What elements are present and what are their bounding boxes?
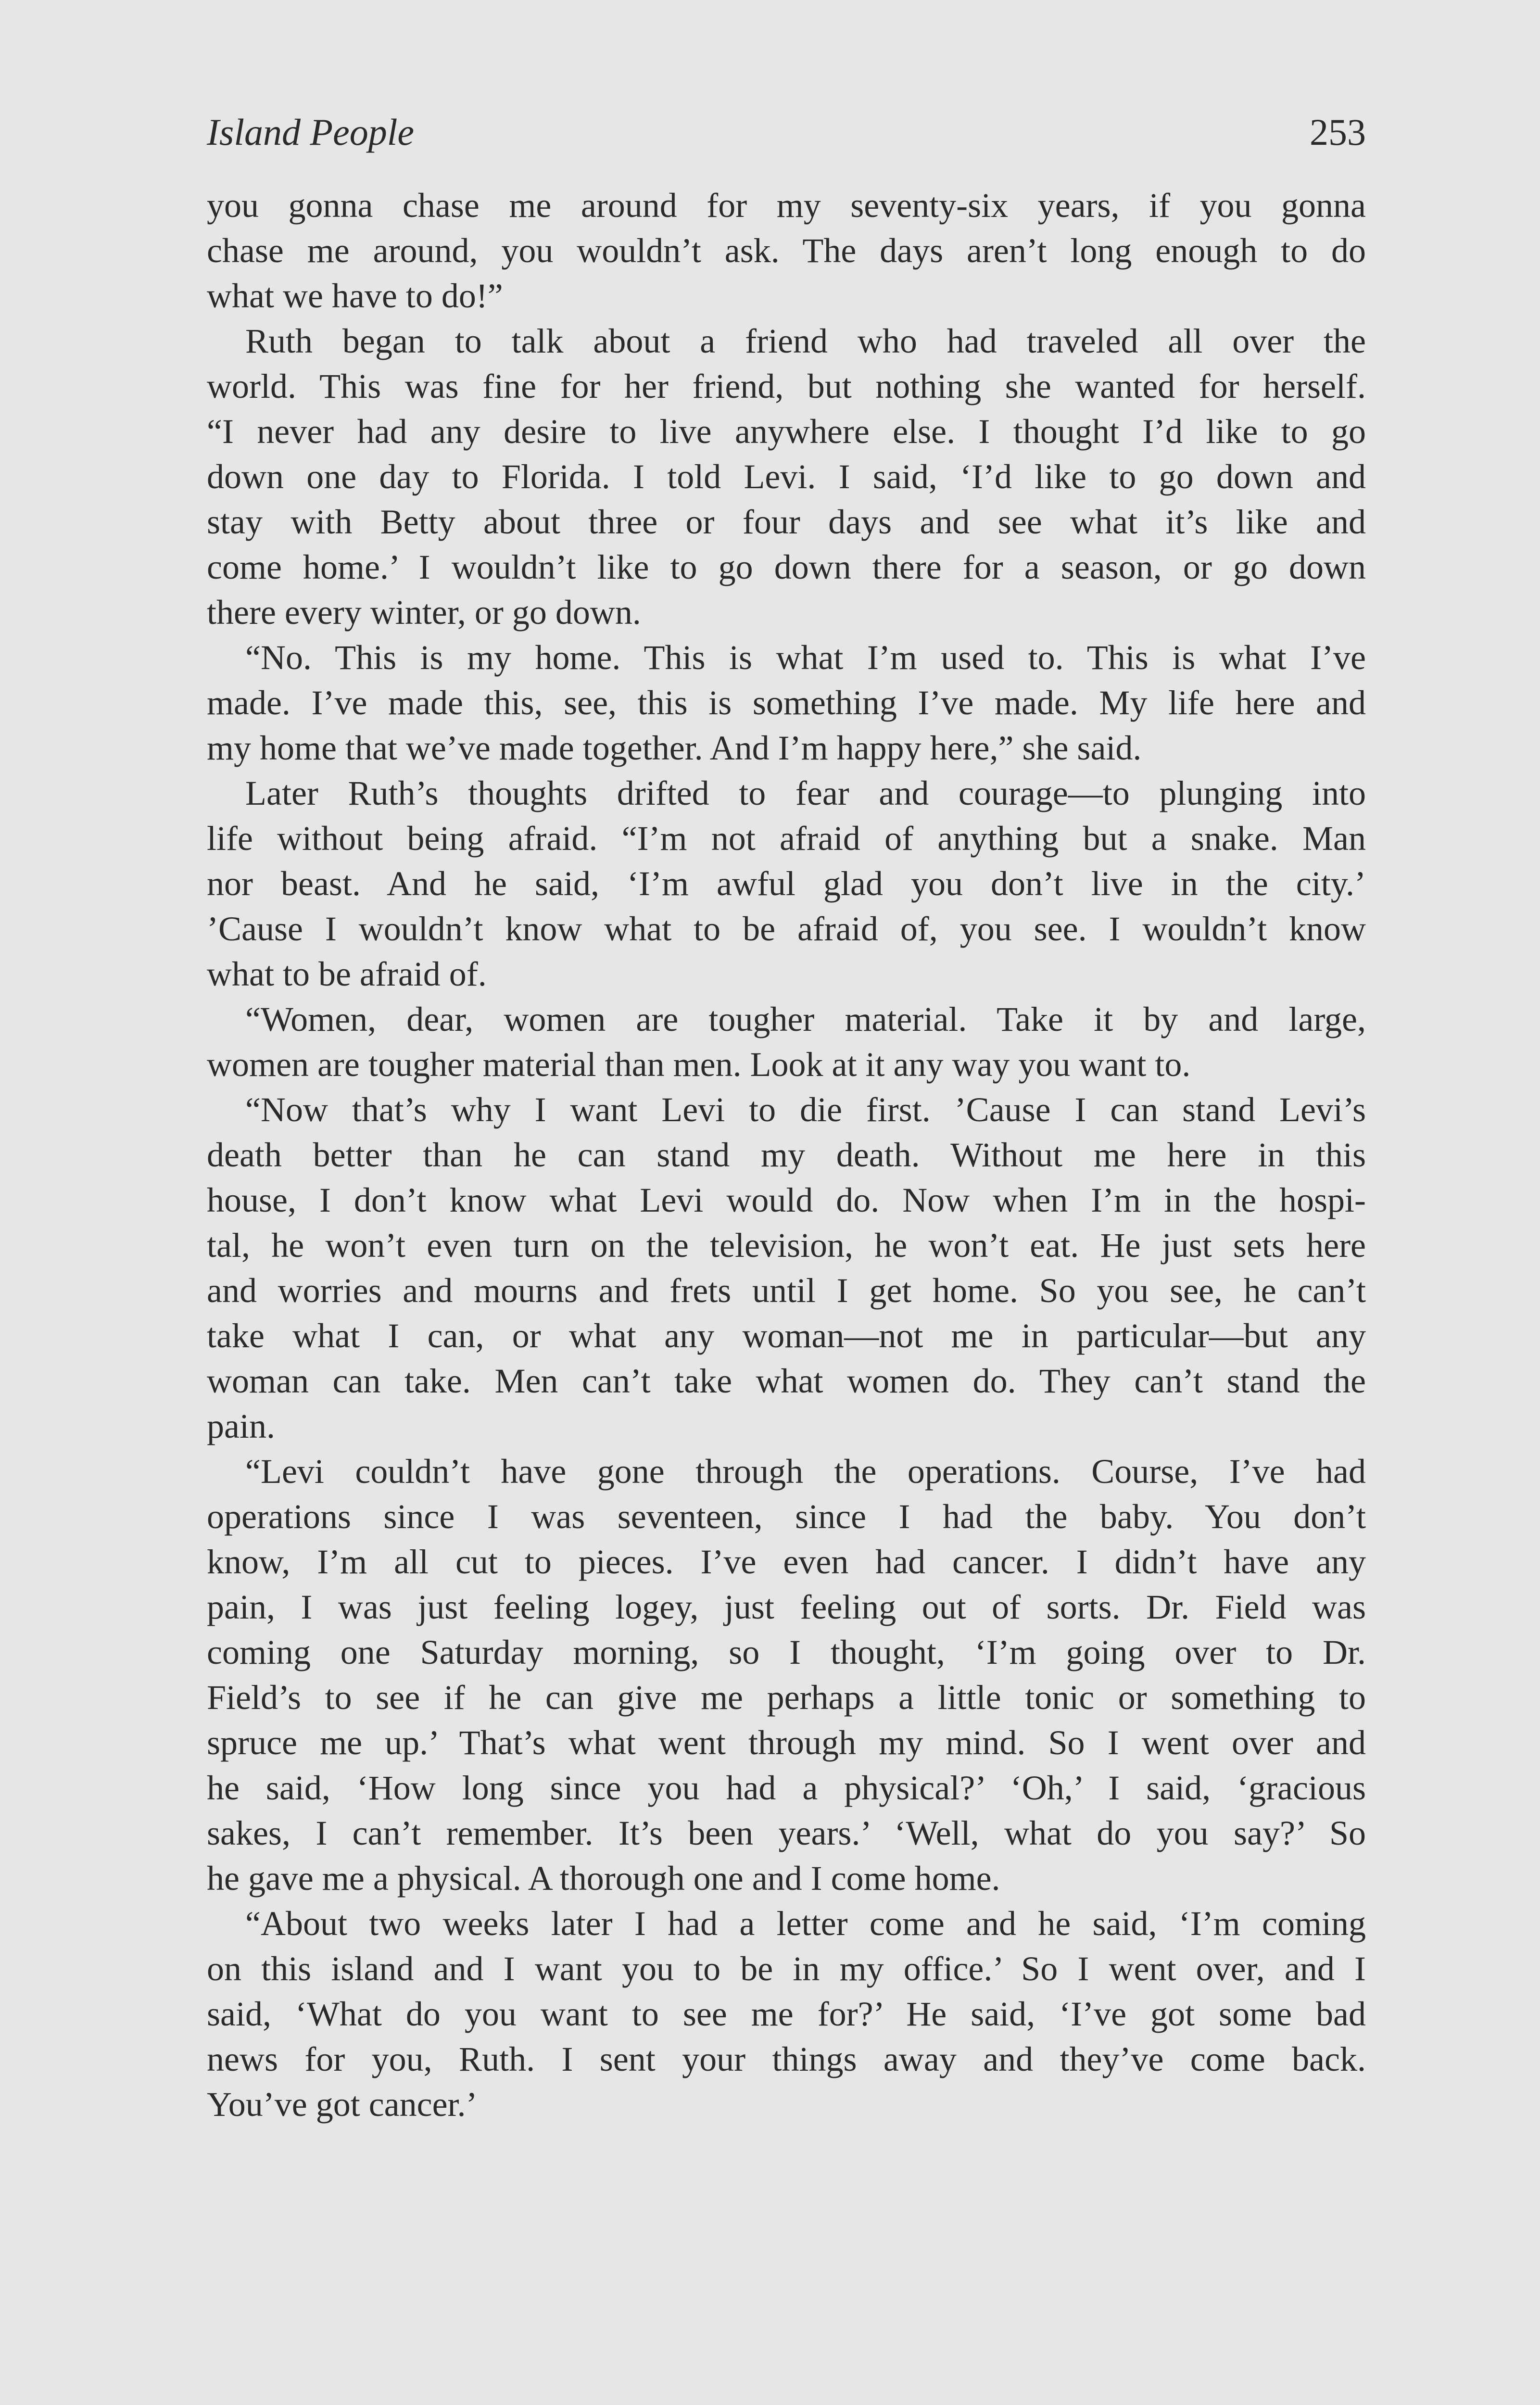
text-line: life without being afraid. “I’m not afraid of anything but a snake. Man [207, 819, 1366, 858]
text-line: what to be afraid of. [207, 955, 487, 993]
paragraph [207, 1087, 1366, 1449]
text-line: down one day to Florida. I told Levi. I said, ‘I’d like to go down and [207, 457, 1366, 496]
paragraph [207, 318, 1366, 635]
paragraph [207, 1449, 1366, 1901]
text-line: my home that we’ve made together. And I’m happy here,” she said. [207, 729, 1142, 767]
text-line: world. This was fine for her friend, but nothing she wanted for herself. [207, 367, 1366, 405]
paragraph [207, 635, 1366, 771]
text-line: house, I don’t know what Levi would do. Now when I’m in the hospi- [207, 1181, 1366, 1219]
text-line: news for you, Ruth. I sent your things away and they’ve come back. [207, 2040, 1366, 2078]
paragraph [207, 997, 1366, 1087]
text-line: pain, I was just feeling logey, just feeling out of sorts. Dr. Field was [207, 1588, 1366, 1626]
body-text [207, 183, 1366, 2127]
text-line: take what I can, or what any woman—not me in particular—but any [207, 1316, 1366, 1355]
text-line: made. I’ve made this, see, this is something I’ve made. My life here and [207, 684, 1366, 722]
paragraph [207, 771, 1366, 997]
text-line: “Women, dear, women are tougher material. Take it by and large, [245, 1000, 1366, 1038]
paragraph [207, 1901, 1366, 2127]
text-line: woman can take. Men can’t take what women do. They can’t stand the [207, 1362, 1366, 1400]
paragraph [207, 183, 1366, 318]
text-line: chase me around, you wouldn’t ask. The days aren’t long enough to do [207, 231, 1366, 270]
text-line: what we have to do!” [207, 277, 503, 315]
text-line: there every winter, or go down. [207, 593, 641, 632]
text-line: pain. [207, 1407, 275, 1445]
text-line: Field’s to see if he can give me perhaps a little tonic or something to [207, 1678, 1366, 1717]
text-line: on this island and I want you to be in my office.’ So I went over, and I [207, 1949, 1366, 1988]
text-line: spruce me up.’ That’s what went through my mind. So I went over and [207, 1723, 1366, 1762]
text-line: know, I’m all cut to pieces. I’ve even had cancer. I didn’t have any [207, 1543, 1366, 1581]
running-title: Island People [207, 111, 415, 153]
text-line: death better than he can stand my death. Without me here in this [207, 1136, 1366, 1174]
text-line: Ruth began to talk about a friend who had traveled all over the [245, 322, 1366, 360]
text-line: come home.’ I wouldn’t like to go down there for a season, or go down [207, 548, 1366, 586]
text-line: “Levi couldn’t have gone through the operations. Course, I’ve had [245, 1452, 1366, 1491]
text-line: he said, ‘How long since you had a physical?’ ‘Oh,’ I said, ‘gracious [207, 1769, 1366, 1807]
text-line: You’ve got cancer.’ [207, 2085, 478, 2124]
text-line: “I never had any desire to live anywhere else. I thought I’d like to go [207, 412, 1366, 451]
book-page [207, 111, 1366, 2127]
text-line: women are tougher material than men. Look at it any way you want to. [207, 1045, 1191, 1084]
page-number: 253 [1310, 111, 1366, 153]
text-line: you gonna chase me around for my seventy-six years, if you gonna [207, 186, 1366, 225]
text-line: operations since I was seventeen, since I had the baby. You don’t [207, 1497, 1366, 1536]
text-line: Later Ruth’s thoughts drifted to fear and courage—to plunging into [245, 774, 1366, 812]
text-line: said, ‘What do you want to see me for?’ He said, ‘I’ve got some bad [207, 1995, 1366, 2033]
text-line: he gave me a physical. A thorough one and I come home. [207, 1859, 1000, 1898]
text-line: coming one Saturday morning, so I thought, ‘I’m going over to Dr. [207, 1633, 1366, 1671]
running-head [207, 111, 1366, 164]
text-line: and worries and mourns and frets until I get home. So you see, he can’t [207, 1271, 1366, 1310]
text-line: nor beast. And he said, ‘I’m awful glad you don’t live in the city.’ [207, 864, 1366, 903]
text-line: tal, he won’t even turn on the television, he won’t eat. He just sets here [207, 1226, 1366, 1265]
text-line: “No. This is my home. This is what I’m used to. This is what I’ve [245, 638, 1366, 677]
text-line: “Now that’s why I want Levi to die first. ’Cause I can stand Levi’s [245, 1090, 1366, 1129]
text-line: ’Cause I wouldn’t know what to be afraid of, you see. I wouldn’t know [207, 910, 1366, 948]
text-line: “About two weeks later I had a letter come and he said, ‘I’m coming [245, 1904, 1366, 1943]
text-line: stay with Betty about three or four days and see what it’s like and [207, 503, 1366, 541]
text-line: sakes, I can’t remember. It’s been years.’ ‘Well, what do you say?’ So [207, 1814, 1366, 1852]
